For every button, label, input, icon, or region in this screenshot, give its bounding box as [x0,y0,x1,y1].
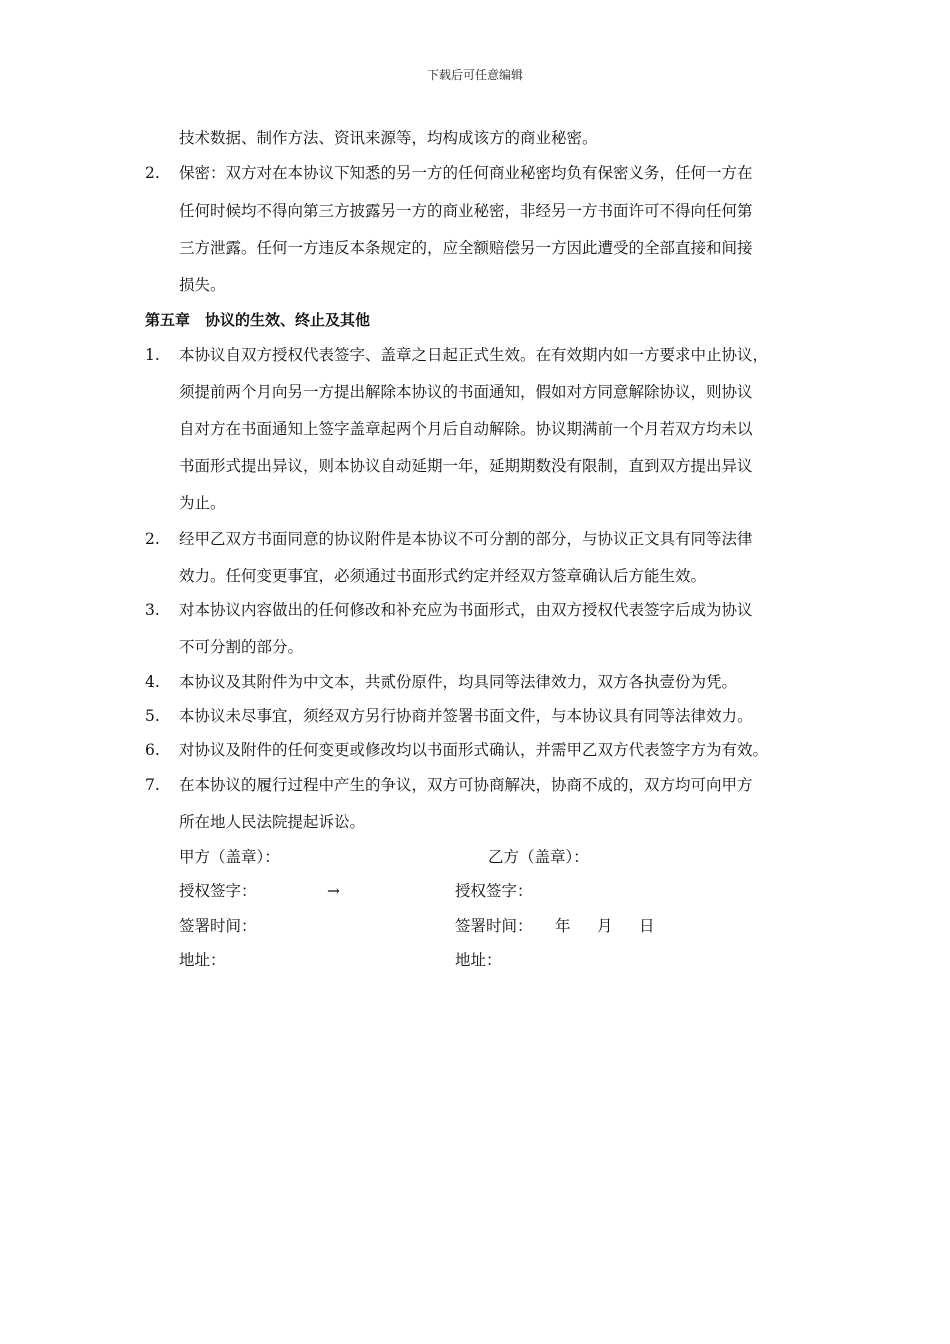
item-line: 书面形式提出异议，则本协议自动延期一年，延期期数没有限制，直到双方提出异议 [179,457,753,475]
item-number: 2. [145,530,160,548]
item-line: 须提前两个月向另一方提出解除本协议的书面通知，假如对方同意解除协议，则协议 [179,383,753,401]
chapter-heading: 第五章 协议的生效、终止及其他 [145,311,371,329]
clause-line: 任何时候均不得向第三方披露另一方的商业秘密，非经另一方书面许可不得向任何第 [179,202,753,220]
year-label: 年 [555,917,571,935]
item-line: 对本协议内容做出的任何修改和补充应为书面形式，由双方授权代表签字后成为协议 [179,601,753,619]
item-line: 经甲乙双方书面同意的协议附件是本协议不可分割的部分，与协议正文具有同等法律 [179,530,753,548]
item-line: 本协议未尽事宜，须经双方另行协商并签署书面文件，与本协议具有同等法律效力。 [179,707,753,725]
item-number: 6. [145,741,160,759]
item-line: 本协议自双方授权代表签字、盖章之日起正式生效。在有效期内如一方要求中止协议， [179,346,769,364]
item-number: 7. [145,776,160,794]
party-b-seal-label: 乙方（盖章）： [488,848,589,866]
item-line: 在本协议的履行过程中产生的争议，双方可协商解决，协商不成的，双方均可向甲方 [179,776,753,794]
party-a-address-label: 地址： [179,951,226,969]
item-line: 本协议及其附件为中文本，共贰份原件，均具同等法律效力，双方各执壹份为凭。 [179,673,738,691]
item-line: 效力。任何变更事宜，必须通过书面形式约定并经双方签章确认后方能生效。 [179,567,707,585]
arrow-icon: → [327,882,340,900]
party-b-auth-sign-label: 授权签字： [455,882,533,900]
item-line: 对协议及附件的任何变更或修改均以书面形式确认，并需甲乙双方代表签字方为有效。 [179,741,769,759]
item-number: 3. [145,601,160,619]
party-b-address-label: 地址： [455,951,502,969]
item-number: 1. [145,346,160,364]
party-a-seal-label: 甲方（盖章）： [179,848,280,866]
page-header-note: 下载后可任意编辑 [426,68,523,82]
party-a-sign-date-label: 签署时间： [179,917,257,935]
item-line: 不可分割的部分。 [179,638,304,656]
item-number: 5. [145,707,160,725]
month-label: 月 [597,917,613,935]
party-b-sign-date-label: 签署时间： [455,917,533,935]
clause-line: 损失。 [179,276,226,294]
clause-line: 三方泄露。任何一方违反本条规定的，应全额赔偿另一方因此遭受的全部直接和间接 [179,239,753,257]
continuation-line: 技术数据、制作方法、资讯来源等，均构成该方的商业秘密。 [179,129,598,147]
clause-number: 2. [145,164,160,182]
item-number: 4. [145,673,160,691]
party-a-auth-sign-label: 授权签字： [179,882,257,900]
item-line: 为止。 [179,494,226,512]
item-line: 自对方在书面通知上签字盖章起两个月后自动解除。协议期满前一个月若双方均未以 [179,420,753,438]
clause-line: 保密：双方对在本协议下知悉的另一方的任何商业秘密均负有保密义务，任何一方在 [179,164,753,182]
item-line: 所在地人民法院提起诉讼。 [179,813,366,831]
day-label: 日 [639,917,655,935]
